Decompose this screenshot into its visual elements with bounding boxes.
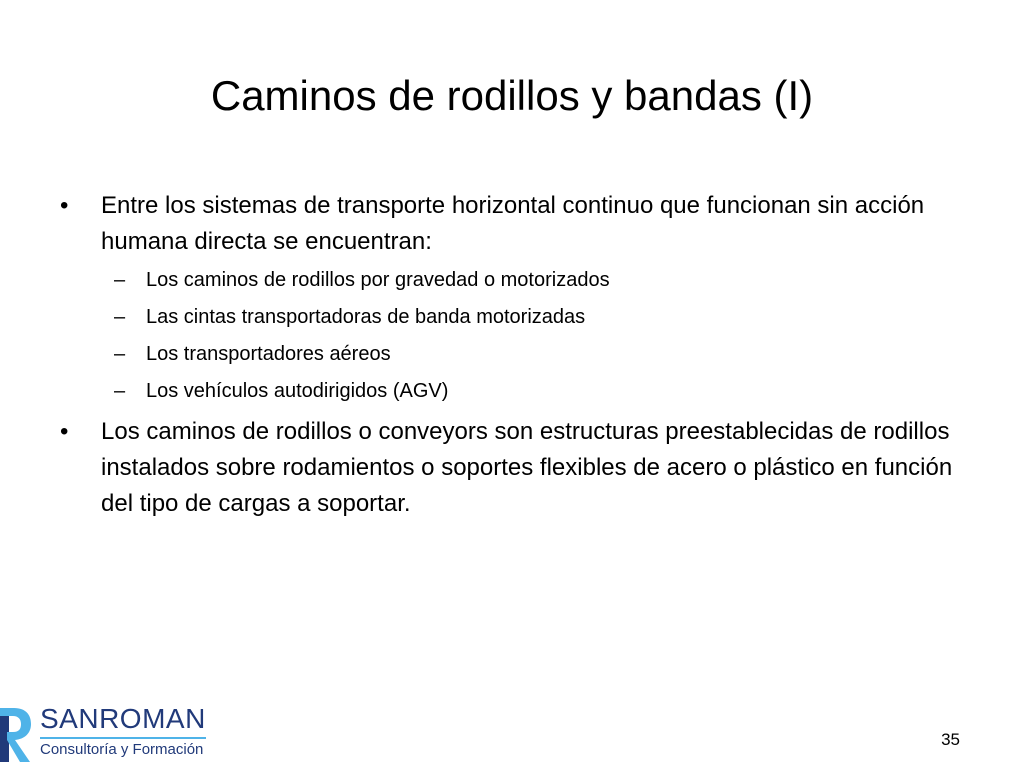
- logo-divider: [40, 737, 206, 739]
- company-logo: [0, 700, 210, 768]
- slide-title: Caminos de rodillos y bandas (I): [210, 72, 814, 119]
- sub-bullet-marker: –: [114, 306, 126, 328]
- sub-bullet-text: Los vehículos autodirigidos (AGV): [146, 380, 449, 402]
- sub-bullet-text: Los caminos de rodillos por gravedad o motorizados: [146, 269, 610, 291]
- page-number: 35: [941, 730, 960, 749]
- r-letter-icon: [0, 702, 32, 764]
- sub-bullet-list: [58, 262, 968, 410]
- bullet-marker: •: [60, 418, 69, 445]
- sub-bullet-marker: –: [114, 380, 126, 402]
- sub-bullet-text: Las cintas transportadoras de banda motorizadas: [146, 306, 586, 328]
- sub-bullet-marker: –: [114, 343, 126, 365]
- bullet-marker: •: [60, 192, 69, 219]
- logo-brand-name: SANROMAN: [40, 703, 206, 734]
- sub-bullet-item: [58, 373, 968, 410]
- sub-bullet-item: [58, 336, 968, 373]
- sub-bullet-text: Los transportadores aéreos: [146, 343, 391, 365]
- logo-tagline: Consultoría y Formación: [40, 741, 204, 758]
- slide-content: [58, 188, 968, 522]
- bullet-item: [58, 188, 968, 260]
- bullet-text: Entre los sistemas de transporte horizontal continuo que funcionan sin acción humana directa se encuentran:: [101, 192, 925, 255]
- sub-bullet-marker: –: [114, 269, 126, 291]
- sub-bullet-item: [58, 262, 968, 299]
- sub-bullet-item: [58, 299, 968, 336]
- bullet-text: Los caminos de rodillos o conveyors son estructuras preestablecidas de rodillos instalados sobre rodamientos o soportes flexibles de acero o plástico en función del tipo de cargas a soportar.: [101, 418, 953, 517]
- bullet-item: [58, 414, 968, 522]
